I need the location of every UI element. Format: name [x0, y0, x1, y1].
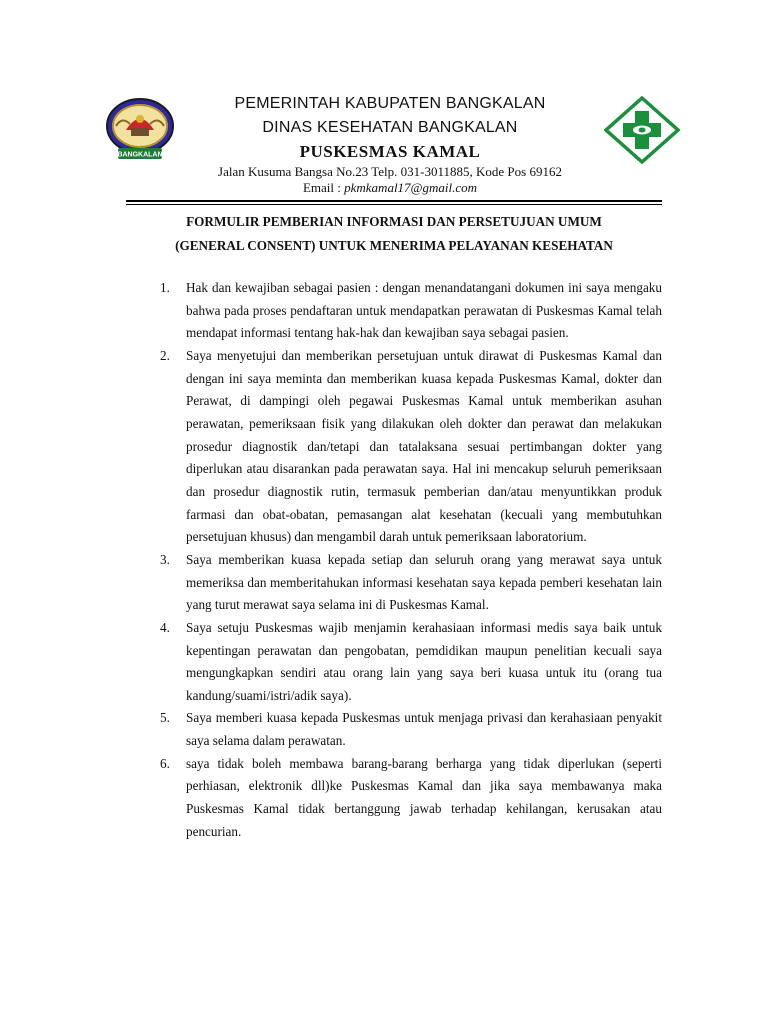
address: Jalan Kusuma Bangsa No.23 Telp. 031-3011885, Kode Pos 69162 — [218, 164, 562, 179]
item-text: Saya memberi kuasa kepada Puskesmas untuk menjaga privasi dan kerahasiaan penyakit saya selama dalam perawatan. — [186, 710, 662, 749]
item-number: 4. — [160, 619, 170, 635]
item-number: 3. — [160, 551, 170, 567]
letterhead-text — [180, 92, 600, 196]
item-text: Saya setuju Puskesmas wajib menjamin kerahasiaan informasi medis saya baik untuk kepentingan perawatan dan pengobatan, pemdidikan maupun penelitian kecuali saya mengungkapkan sendiri atau orang lain yang saya beri kuasa untuk itu (orang tua kandung/suami/istri/adik saya). — [186, 619, 662, 703]
puskesmas-cross-logo-icon — [604, 96, 680, 164]
email-address: pkmkamal17@gmail.com — [344, 180, 478, 195]
item-number: 6. — [160, 755, 170, 771]
letterhead — [0, 0, 768, 200]
item-text: Hak dan kewajiban sebagai pasien : dengan menandatangani dokumen ini saya mengaku bahwa pada proses pendaftaran untuk mendapatkan perawatan di Puskesmas Kamal telah mendapat informasi tentang hak-hak dan kewajiban saya sebagai pasien. — [186, 280, 662, 341]
consent-item — [160, 549, 662, 617]
bangkalan-regency-crest-icon — [104, 94, 176, 166]
email-line — [180, 180, 600, 196]
consent-item — [160, 277, 662, 345]
consent-item — [160, 707, 662, 752]
consent-item — [160, 753, 662, 844]
item-number: 1. — [160, 280, 170, 295]
form-title-line1: FORMULIR PEMBERIAN INFORMASI DAN PERSETUJUAN UMUM — [186, 214, 602, 229]
letterhead-divider-thin — [126, 204, 662, 205]
item-text: Saya menyetujui dan memberikan persetujuan untuk dirawat di Puskesmas Kamal dan dengan ini saya meminta dan memberikan kuasa kepada Puskesmas Kamal, dokter dan Perawat, di dampingi oleh pegawai Puskesmas Kamal untuk memberikan asuhan perawatan, pemeriksaan fisik yang dilakukan oleh dokter dan perawat dan melakukan prosedur diagnostik dan/tetapi dan tatalaksana sesuai pertimbangan dokter yang diperlukan atau disarankan pada perawatan saya. Hal ini mencakup seluruh pemeriksaan dan prosedur diagnostik rutin, termasuk pemberian dan/atau menyuntikkan produk farmasi dan obat-obatan, pemasangan alat kesehatan (kecuali yang membutuhkan persetujuan khusus) dan mengambil darah untuk pemeriksaan laboratorium. — [186, 347, 662, 545]
form-title — [110, 210, 678, 258]
form-title-line2: (GENERAL CONSENT) UNTUK MENERIMA PELAYANAN KESEHATAN — [175, 238, 613, 253]
item-text: saya tidak boleh membawa barang-barang berharga yang tidak diperlukan (seperti perhiasan, elektronik dll)ke Puskesmas Kamal dan jika saya membawanya maka Puskesmas Kamal tidak bertanggung jawab terhadap kehilangan, kerusakan atau pencurian. — [186, 755, 662, 839]
item-number: 2. — [160, 347, 170, 363]
email-label: Email : — [302, 180, 345, 195]
crest-banner-text: BANGKALAN — [117, 151, 163, 159]
item-number: 5. — [160, 710, 170, 726]
consent-item — [160, 617, 662, 708]
health-office-name: DINAS KESEHATAN BANGKALAN — [262, 119, 518, 136]
consent-item — [160, 345, 662, 549]
consent-items — [160, 277, 662, 843]
item-text: Saya memberikan kuasa kepada setiap dan seluruh orang yang merawat saya untuk memeriksa dan memberitahukan informasi kesehatan saya kepada pemberi kesehatan lain yang turut merawat saya selama ini di Puskesmas Kamal. — [186, 551, 662, 613]
puskesmas-name: PUSKESMAS KAMAL — [299, 142, 481, 161]
letterhead-divider-thick — [126, 200, 662, 202]
government-name: PEMERINTAH KABUPATEN BANGKALAN — [234, 95, 546, 112]
